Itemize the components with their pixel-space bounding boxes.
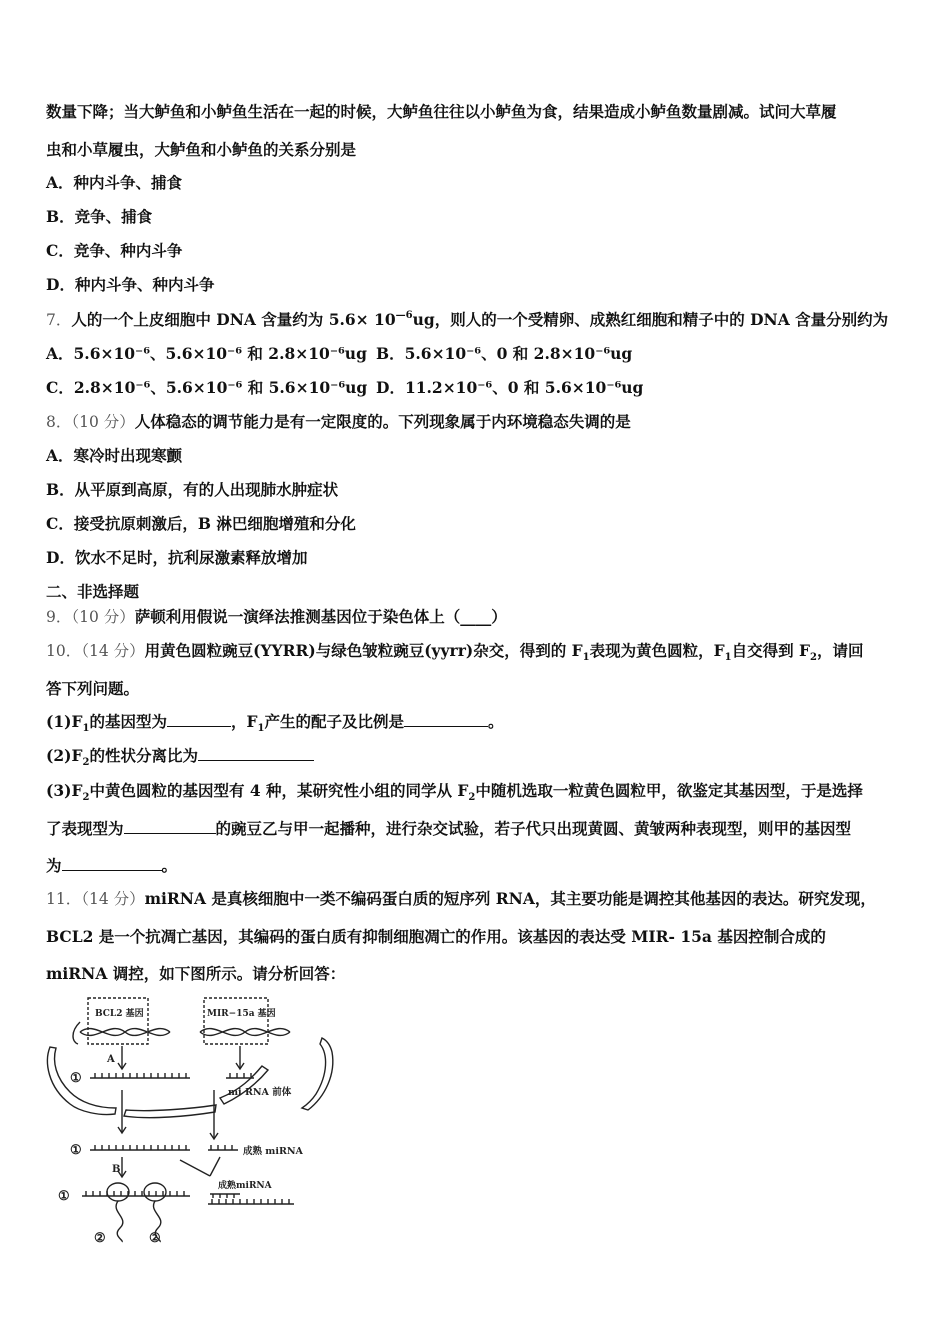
strand-1-label: ① bbox=[70, 1071, 82, 1086]
q10-part-2: $(2)F_2$的性状分离比为 bbox=[46, 745, 910, 767]
q10-blank-genotype-jia[interactable] bbox=[62, 856, 162, 871]
q11-stem-line-2: BCL2 是一个抗凋亡基因，其编码的蛋白质有抑制细胞凋亡的作用。该基因的表达受 MIR- 15a 基因控制合成的 bbox=[46, 927, 826, 946]
mir15a-gene-label: MIR−15a 基因 bbox=[207, 1009, 276, 1019]
q10-blank-phenotype[interactable] bbox=[124, 819, 216, 834]
q9-stem: 9．（10 分）萨顿利用假说一演绎法推测基因位于染色体上（____） bbox=[46, 607, 507, 626]
q8-option-c: C．接受抗原刺激后，B 淋巴细胞增殖和分化 bbox=[46, 514, 356, 533]
step-a-label: A bbox=[107, 1054, 115, 1065]
strand-2-label: ① bbox=[70, 1143, 82, 1158]
q6-option-d: D．种内斗争、种内斗争 bbox=[46, 275, 215, 294]
bcl2-gene-box bbox=[88, 998, 148, 1044]
q7-option-b: B．5.6×10⁻⁶、0 和 2.8×10⁻⁶ug bbox=[376, 344, 633, 363]
q10-blank-genotype[interactable] bbox=[167, 712, 231, 727]
q10-score: （14 分） bbox=[81, 642, 145, 660]
q10-blank-gametes[interactable] bbox=[404, 712, 488, 727]
nuclear-membrane-top-left bbox=[73, 1022, 80, 1044]
q11-score: （14 分） bbox=[81, 890, 145, 908]
q7-options-row-2 bbox=[46, 377, 910, 399]
q11-stem-line-3: miRNA 调控，如下图所示。请分析回答： bbox=[46, 964, 346, 983]
q9-answer-blank[interactable]: ____ bbox=[460, 607, 492, 626]
intro-line-2: 虫和小草履虫，大鲈鱼和小鲈鱼的关系分别是 bbox=[46, 140, 357, 159]
q10-part-3-line-3: 为 。 bbox=[46, 856, 178, 875]
intro-line-1: 数量下降；当大鲈鱼和小鲈鱼生活在一起的时候，大鲈鱼往往以小鲈鱼为食，结果造成小鲈鱼数量剧减。试问大草履 bbox=[46, 102, 837, 121]
q7-options-row-1 bbox=[46, 343, 910, 365]
q10-stem-line-2: 答下列问题。 bbox=[46, 679, 140, 698]
bcl2-gene-label: BCL2 基因 bbox=[95, 1009, 144, 1019]
q8-option-d: D．饮水不足时，抗利尿激素释放增加 bbox=[46, 548, 308, 567]
nuclear-membrane-right bbox=[302, 1038, 333, 1110]
strand-3-label: ① bbox=[58, 1189, 70, 1204]
q8-stem: 8．（10 分）人体稳态的调节能力是有一定限度的。下列现象属于内环境稳态失调的是 bbox=[46, 412, 631, 431]
q10-stem-line-1: 10．（14 分）用黄色圆粒豌豆(YYRR)与绿色皱粒豌豆(yyrr)杂交，得到的 $F_1$表现为黄色圆粒，$F_1$自交得到 $F_2$，请回 bbox=[46, 641, 864, 664]
nuclear-membrane-bottom-left bbox=[124, 1105, 216, 1118]
mirna-regulation-diagram bbox=[40, 992, 340, 1247]
q7-option-d: D．11.2×10⁻⁶、0 和 5.6×10⁻⁶ug bbox=[376, 378, 644, 397]
step-b-label: B bbox=[112, 1164, 121, 1175]
q6-option-c: C．竞争、种内斗争 bbox=[46, 241, 183, 260]
mature-mirna-label-2: 成熟miRNA bbox=[218, 1181, 272, 1191]
mir15a-gene-box bbox=[204, 998, 268, 1044]
ribosome-1 bbox=[107, 1183, 129, 1201]
nuclear-membrane-left bbox=[47, 1047, 116, 1115]
q7-option-c: C．2.8×10⁻⁶、5.6×10⁻⁶ 和 5.6×10⁻⁶ug bbox=[46, 378, 368, 397]
q8-option-b: B．从平原到高原，有的人出现肺水肿症状 bbox=[46, 480, 339, 499]
q6-option-b: B．竞争、捕食 bbox=[46, 207, 153, 226]
q11-stem-line-1: 11．（14 分）miRNA 是真核细胞中一类不编码蛋白质的短序列 RNA，其主要功能是调控其他基因的表达。研究发现， bbox=[46, 889, 876, 908]
q7-option-a: A．5.6×10⁻⁶、5.6×10⁻⁶ 和 2.8×10⁻⁶ug bbox=[46, 344, 367, 363]
section-heading: 二、非选择题 bbox=[46, 582, 140, 601]
q7-number: 7． bbox=[46, 311, 72, 329]
q7-stem: 7．人的一个上皮细胞中 DNA 含量约为 $5.6\times 10^{—6}ug$，则人的一个受精卵、成熟红细胞和精子中的 DNA 含量分别约为 bbox=[46, 309, 889, 329]
q10-part-3-line-1: $(3)F_2$中黄色圆粒的基因型有 4 种，某研究性小组的同学从 $F_2$中随机选取一粒黄色圆粒甲，欲鉴定其基因型，于是选择 bbox=[46, 781, 863, 804]
q10-part-3-line-2: 了表现型为 的豌豆乙与甲一起播种，进行杂交试验，若子代只出现黄圆、黄皱两种表现型，则甲的基因型 bbox=[46, 819, 852, 838]
protein-label-1: ② bbox=[94, 1231, 106, 1246]
q10-part-1: $(1)F_1$的基因型为 ，$F_1$产生的配子及比例是 。 bbox=[46, 712, 504, 735]
q8-score: （10 分） bbox=[71, 413, 135, 431]
nuclear-membrane-bottom-mid bbox=[220, 1066, 268, 1104]
q9-score: （10 分） bbox=[71, 608, 135, 626]
mature-mirna-label-1: 成熟 miRNA bbox=[243, 1146, 303, 1157]
q10-blank-ratio[interactable] bbox=[198, 746, 314, 761]
protein-label-2: ② bbox=[149, 1231, 161, 1246]
q8-option-a: A．寒冷时出现寒颤 bbox=[46, 446, 183, 465]
q6-option-a: A．种内斗争、捕食 bbox=[46, 173, 183, 192]
mirna-precursor-label: mi RNA 前体 bbox=[228, 1087, 292, 1098]
